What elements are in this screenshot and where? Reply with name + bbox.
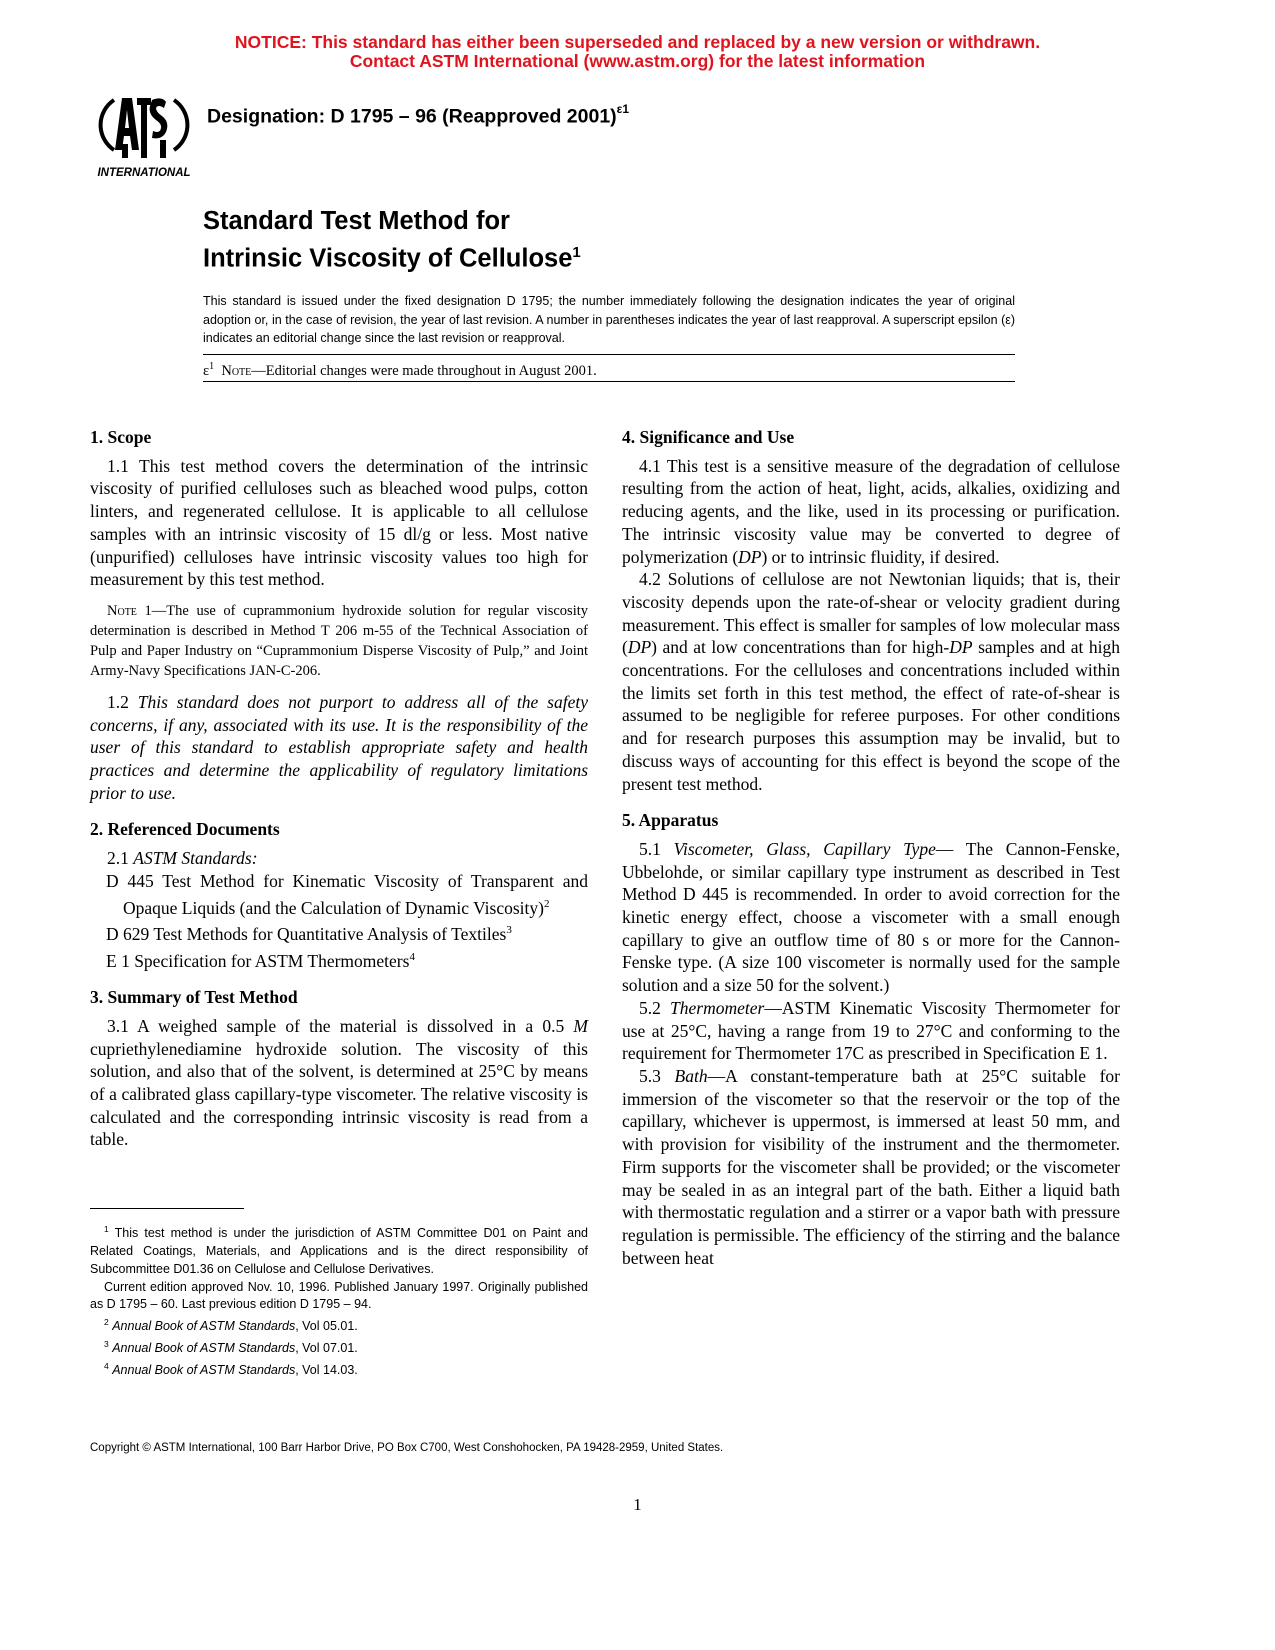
reference-d445-text: D 445 Test Method for Kinematic Viscosity of Transparent and Opaque Liquids (and the Calculation of Dynamic Viscosity) bbox=[106, 870, 588, 918]
footnote-2-book: Annual Book of ASTM Standards bbox=[112, 1319, 296, 1334]
footnote-3-sup: 3 bbox=[104, 1339, 109, 1350]
paragraph-5-1-italic: Viscometer, Glass, Capillary Type bbox=[673, 838, 936, 859]
paragraph-5-3-text: —A constant-temperature bath at 25°C suitable for immersion of the viscometer so that the reservoir or the top of the capillary, whichever is uppermost, is immersed at least 50 mm, and with provision for visibility of the instrument and the thermometer. Firm supports for the viscometer shall be provided; or the viscometer may be sealed in as an integral part of the bath. Either a liquid bath with thermostatic regulation and a stirrer or a vapor bath with pressure regulation is permissible. The efficiency of the stirring and the balance between heat bbox=[622, 1065, 1121, 1268]
title-line-1: Standard Test Method for bbox=[203, 207, 510, 235]
paragraph-3-1-a: 3.1 A weighed sample of the material is dissolved in a 0.5 bbox=[107, 1015, 574, 1036]
reference-e1-text: E 1 Specification for ASTM Thermometers bbox=[106, 950, 410, 971]
footnote-1-text: This test method is under the jurisdiction of ASTM Committee D01 on Paint and Related Coatings, Materials, and Applications and is the direct responsibility of Subcommittee D01.36 on Cellulose and Cellulose Derivatives. bbox=[90, 1226, 588, 1276]
footnote-2 bbox=[90, 1314, 588, 1336]
notice-line-1: NOTICE: This standard has either been superseded and replaced by a new version or withdrawn. bbox=[234, 32, 1041, 52]
editorial-note bbox=[203, 361, 597, 380]
footnote-4 bbox=[90, 1358, 588, 1380]
paragraph-1-1: 1.1 This test method covers the determination of the intrinsic viscosity of purified celluloses such as bleached wood pulps, cotton linters, and regenerated cellulose. It is applicable to all cellulose samples with an intrinsic viscosity of 15 dl/g or less. Most native (unpurified) celluloses have intrinsic viscosity values too high for measurement by this test method. bbox=[90, 455, 588, 590]
designation-sup: ε1 bbox=[616, 102, 630, 116]
divider-top bbox=[203, 354, 1015, 355]
designation-text: Designation: D 1795 – 96 (Reapproved 2001) bbox=[207, 105, 617, 128]
paragraph-4-1 bbox=[622, 455, 1120, 569]
withdrawal-notice bbox=[0, 33, 1275, 71]
paragraph-3-1-b: cupriethylenediamine hydroxide solution. The viscosity of this solution, and also that of the solvent, is determined at 25°C by means of a calibrated glass capillary-type viscometer. The relative viscosity is calculated and the corresponding intrinsic viscosity is read from a table. bbox=[90, 1038, 588, 1150]
paragraph-2-1 bbox=[90, 847, 588, 870]
divider-bottom bbox=[203, 381, 1015, 382]
paragraph-5-3-italic: Bath bbox=[674, 1065, 708, 1086]
epsilon-sup: 1 bbox=[209, 361, 215, 372]
note-1-label: Note bbox=[107, 602, 137, 619]
reference-d629-sup: 3 bbox=[506, 924, 512, 937]
copyright: Copyright © ASTM International, 100 Barr Harbor Drive, PO Box C700, West Conshohocken, PA 19428-2959, United States. bbox=[90, 1442, 724, 1454]
note-text: —Editorial changes were made throughout in August 2001. bbox=[251, 362, 597, 379]
paragraph-5-3-num: 5.3 bbox=[639, 1065, 675, 1086]
title-sup: 1 bbox=[572, 244, 581, 261]
paragraph-4-1-a: 4.1 This test is a sensitive measure of the degradation of cellulose resulting from the action of heat, light, acids, alkalies, oxidizing and reducing agents, and the like, used in its processing or purification. The intrinsic viscosity value may be converted to degree of polymerization ( bbox=[622, 455, 1120, 567]
paragraph-2-1-text: ASTM Standards: bbox=[133, 848, 258, 869]
footnote-4-sup: 4 bbox=[104, 1361, 109, 1372]
footnote-2-vol: , Vol 05.01. bbox=[295, 1319, 358, 1334]
reference-d445 bbox=[90, 870, 588, 919]
paragraph-2-1-num: 2.1 bbox=[107, 848, 134, 869]
paragraph-5-2-text: —ASTM Kinematic Viscosity Thermometer for use at 25°C, having a range from 19 to 27°C and conforming to the requirement for Thermometer 17C as prescribed in Specification E 1. bbox=[622, 997, 1121, 1064]
paragraph-4-1-dp: DP bbox=[738, 546, 762, 567]
designation bbox=[207, 104, 629, 129]
reference-e1 bbox=[90, 946, 588, 973]
title-line-2: Intrinsic Viscosity of Cellulose bbox=[203, 244, 573, 273]
footnote-3 bbox=[90, 1336, 588, 1358]
right-column bbox=[622, 426, 1120, 1269]
astm-logo-icon bbox=[92, 88, 196, 180]
paragraph-4-2-b: ) and at low concentrations than for high- bbox=[651, 637, 950, 658]
paragraph-4-1-b: ) or to intrinsic fluidity, if desired. bbox=[761, 546, 1000, 567]
reference-d629-text: D 629 Test Methods for Quantitative Analysis of Textiles bbox=[106, 923, 507, 944]
section-heading-apparatus: 5. Apparatus bbox=[622, 810, 719, 831]
section-heading-referenced: 2. Referenced Documents bbox=[90, 819, 280, 840]
paragraph-1-2-num: 1.2 bbox=[107, 691, 138, 712]
paragraph-5-3 bbox=[622, 1065, 1120, 1269]
footnote-4-vol: , Vol 14.03. bbox=[295, 1363, 358, 1378]
note-1-text: 1—The use of cuprammonium hydroxide solution for regular viscosity determination is described in Method T 206 m-55 of the Technical Association of Pulp and Paper Industry on “Cuprammonium Disperse Viscosity of Pulp,” and Joint Army-Navy Specifications JAN-C-206. bbox=[90, 602, 588, 679]
footnote-1 bbox=[90, 1221, 588, 1279]
section-heading-scope: 1. Scope bbox=[90, 427, 152, 447]
reference-d445-sup: 2 bbox=[543, 897, 550, 910]
reference-e1-sup: 4 bbox=[409, 950, 415, 963]
notice-line-2: Contact ASTM International (www.astm.org) for the latest information bbox=[349, 51, 926, 71]
paragraph-5-2-num: 5.2 bbox=[639, 997, 671, 1018]
page-number: 1 bbox=[633, 1495, 642, 1514]
paragraph-3-1 bbox=[90, 1015, 588, 1151]
logo-text: INTERNATIONAL bbox=[97, 167, 191, 179]
note-1 bbox=[90, 601, 588, 681]
paragraph-4-2-dp1: DP bbox=[627, 637, 652, 658]
footnote-3-book: Annual Book of ASTM Standards bbox=[112, 1341, 296, 1356]
section-heading-significance: 4. Significance and Use bbox=[622, 427, 795, 447]
footnote-rule bbox=[90, 1208, 244, 1209]
epsilon-symbol: ε bbox=[203, 362, 210, 379]
preamble: This standard is issued under the fixed designation D 1795; the number immediately following the designation indicates the year of original adoption or, in the case of revision, the year of last revision. A number in parentheses indicates the year of last reapproval. A superscript epsilon (ε) indicates an editorial change since the last revision or reapproval. bbox=[203, 294, 1015, 346]
footnote-3-vol: , Vol 07.01. bbox=[295, 1341, 358, 1356]
paragraph-5-1-text: — The Cannon-Fenske, Ubbelohde, or similar capillary type instrument as described in Test Method D 445 is recommended. In order to avoid correction for the kinetic energy effect, choose a viscometer with a small enough capillary to give an outflow time of 80 s or more for the Cannon-Fenske type. (A size 100 viscometer is normally used for the sample solution and a size 50 for the solvent.) bbox=[622, 838, 1120, 996]
footnotes bbox=[90, 1221, 588, 1380]
paragraph-5-1-num: 5.1 bbox=[639, 838, 674, 859]
paragraph-4-2-a: 4.2 Solutions of cellulose are not Newtonian liquids; that is, their viscosity depends upon the rate-of-shear or velocity gradient during measurement. This effect is smaller for samples of low molecular mass ( bbox=[622, 569, 1120, 658]
section-heading-summary: 3. Summary of Test Method bbox=[90, 987, 298, 1008]
paragraph-5-1 bbox=[622, 838, 1120, 997]
paragraph-4-2-dp2: DP bbox=[949, 637, 973, 658]
left-column bbox=[90, 426, 588, 1151]
paragraph-4-2-c: samples and at high concentrations. For the celluloses and concentrations included within the limits set forth in this test method, the effect of rate-of-shear is assumed to be negligible for referee purposes. For other conditions and for research purposes this assumption may be invalid, but to discuss ways of accounting for this effect is beyond the scope of the present test method. bbox=[622, 637, 1120, 794]
paragraph-3-1-m: M bbox=[573, 1015, 588, 1036]
paragraph-1-2-text: This standard does not purport to address all of the safety concerns, if any, associated with its use. It is the responsibility of the user of this standard to establish appropriate safety and health practices and determine the applicability of regulatory limitations prior to use. bbox=[90, 691, 588, 803]
paragraph-1-2 bbox=[90, 691, 588, 805]
reference-d629 bbox=[90, 919, 588, 946]
paragraph-4-2 bbox=[622, 568, 1120, 795]
paragraph-5-2-italic: Thermometer bbox=[670, 997, 765, 1018]
note-label: Note bbox=[221, 362, 252, 379]
footnote-1b: Current edition approved Nov. 10, 1996. Published January 1997. Originally published as D 1795 – 60. Last previous edition D 1795 – 94. bbox=[90, 1279, 588, 1312]
paragraph-5-2 bbox=[622, 997, 1120, 1065]
footnote-2-sup: 2 bbox=[104, 1317, 109, 1328]
footnote-4-book: Annual Book of ASTM Standards bbox=[112, 1363, 296, 1378]
footnote-1-sup: 1 bbox=[104, 1224, 109, 1234]
page-title bbox=[203, 205, 581, 275]
